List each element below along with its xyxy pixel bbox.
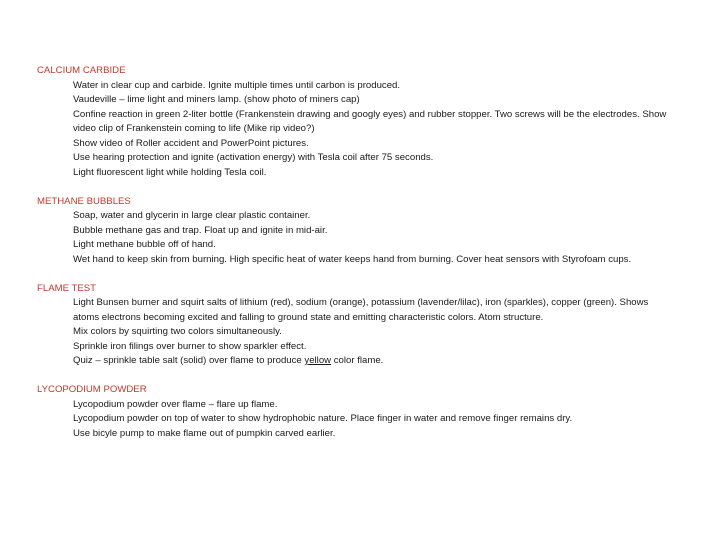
quiz-line — [73, 354, 677, 369]
section-calcium-carbide — [37, 64, 677, 180]
quiz-line-end: color flame. — [331, 355, 384, 366]
body-line: Sprinkle iron filings over burner to show sparkler effect. — [73, 340, 307, 352]
body-line: Confine reaction in green 2-liter bottle (Frankenstein drawing and googly eyes) and rubber stopper. Two screws will be the electrodes. Show video clip of Frankenstein coming to life (Mike rip video?) — [73, 108, 667, 134]
body-line: Bubble methane gas and trap. Float up and ignite in mid-air. — [73, 224, 328, 236]
body-line: Lycopodium powder over flame – flare up flame. — [73, 398, 278, 410]
body-line: Lycopodium powder on top of water to show hydrophobic nature. Place finger in water and remove finger remains dry. — [73, 413, 573, 424]
section-lines — [37, 209, 677, 267]
section-lines — [37, 398, 677, 442]
section-heading: METHANE BUBBLES — [37, 195, 131, 207]
document-body — [37, 64, 677, 456]
section-heading: LYCOPODIUM POWDER — [37, 384, 147, 395]
section-methane-bubbles — [37, 195, 677, 268]
body-line: Use hearing protection and ignite (activation energy) with Tesla coil after 75 seconds. — [73, 152, 434, 163]
body-line: Light Bunsen burner and squirt salts of lithium (red), sodium (orange), potassium (lavender/lilac), iron (sparkles), copper (green). Shows atoms electrons becoming excited and falling to ground state and emitting characteristic colors. Atom structure. — [73, 297, 649, 323]
quiz-line-start: Quiz – sprinkle table salt (solid) over flame to produce — [73, 355, 305, 366]
body-line: Mix colors by squirting two colors simultaneously. — [73, 326, 282, 337]
section-heading: CALCIUM CARBIDE — [37, 65, 126, 76]
body-line: Vaudeville – lime light and miners lamp. (show photo of miners cap) — [73, 94, 360, 105]
body-line: Water in clear cup and carbide. Ignite multiple times until carbon is produced. — [73, 79, 401, 91]
body-line: Light fluorescent light while holding Tesla coil. — [73, 166, 267, 178]
underlined-word: yellow — [304, 355, 332, 366]
section-heading: FLAME TEST — [37, 282, 96, 294]
section-flame-test — [37, 282, 677, 369]
body-line: Soap, water and glycerin in large clear plastic container. — [73, 210, 311, 221]
section-lines — [37, 79, 677, 181]
body-line: Use bicyle pump to make flame out of pumpkin carved earlier. — [73, 427, 336, 439]
body-line: Light methane bubble off of hand. — [73, 239, 216, 250]
body-line: Show video of Roller accident and PowerPoint pictures. — [73, 137, 309, 149]
section-lines — [37, 296, 677, 369]
section-lycopodium-powder — [37, 383, 677, 441]
body-line: Wet hand to keep skin from burning. High specific heat of water keeps hand from burning. Cover heat sensors with Styrofoam cups. — [73, 253, 632, 265]
